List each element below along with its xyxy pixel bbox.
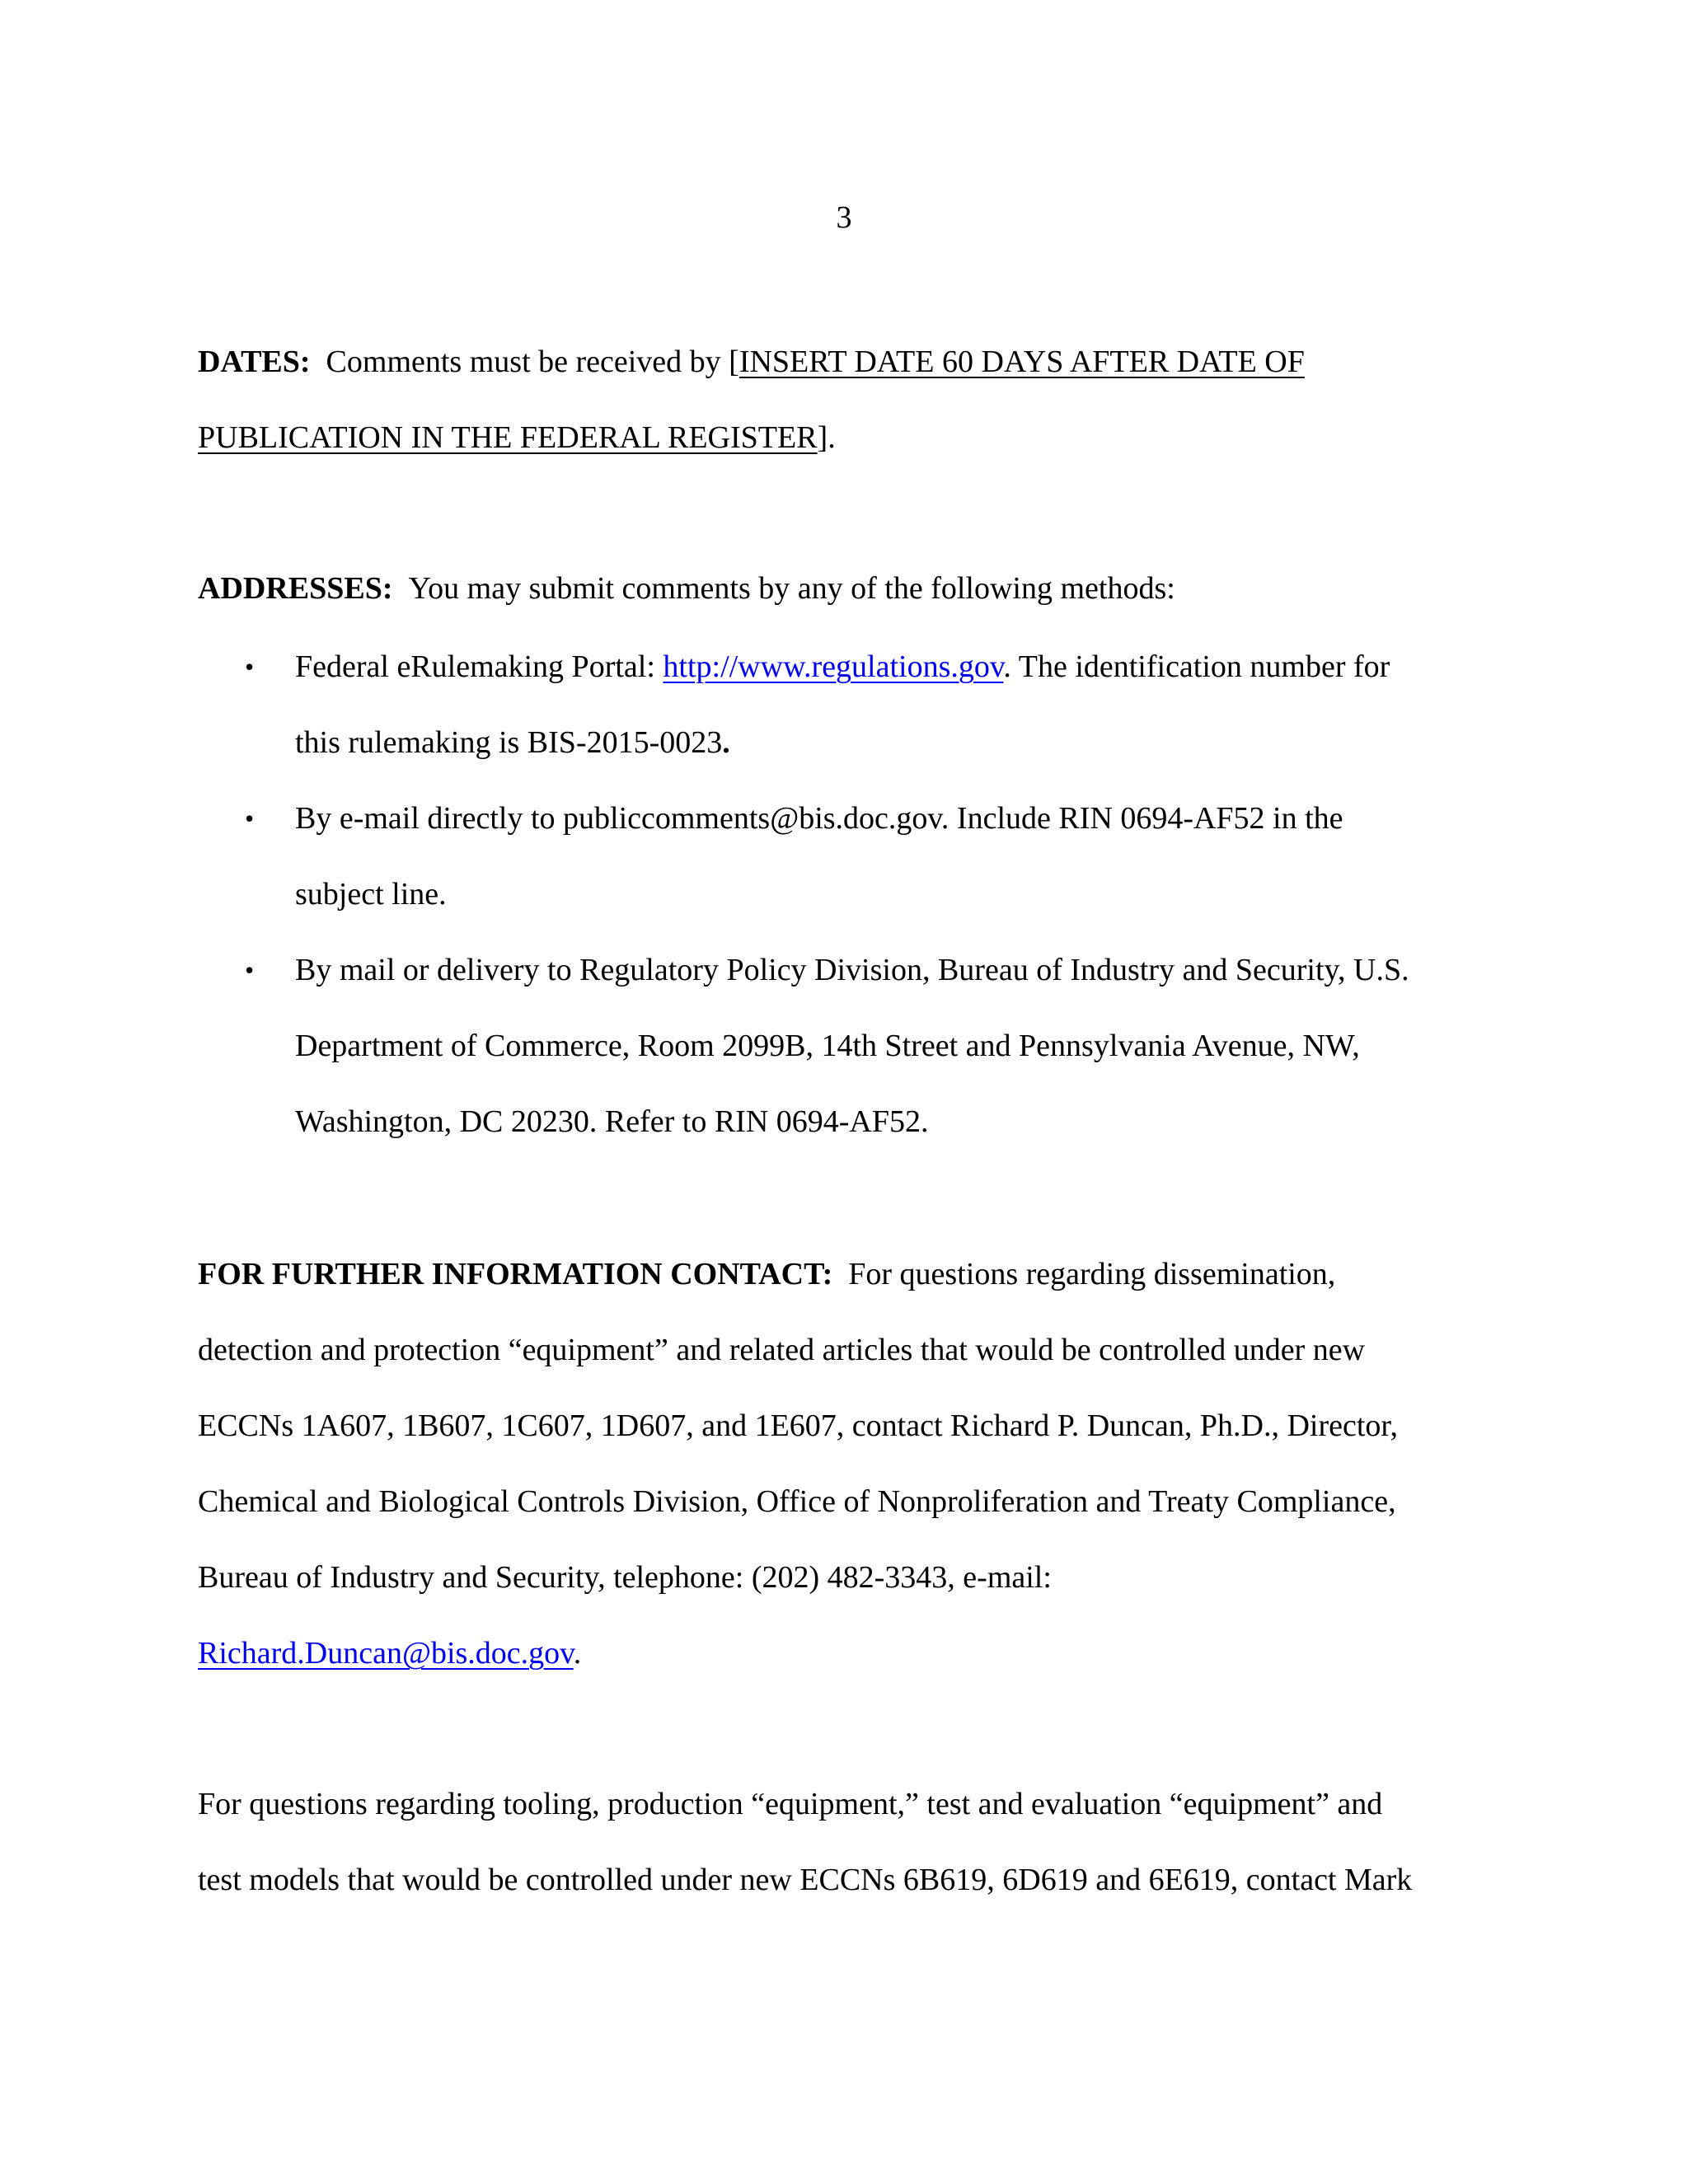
addresses-section [198, 551, 1484, 626]
duncan-email-link[interactable]: Richard.Duncan@bis.doc.gov [198, 1636, 574, 1671]
tooling-line-1: For questions regarding tooling, production “equipment,” test and evaluation “equipment” and [198, 1787, 1383, 1821]
bullet-icon: • [245, 804, 255, 833]
contact-line-6 [198, 1615, 1484, 1691]
tooling-section [198, 1766, 1484, 1918]
dates-line-1 [198, 324, 1484, 400]
bullet-icon: • [245, 652, 255, 682]
contact-section [198, 1236, 1484, 1691]
email-method-line-1: By e-mail directly to publiccomments@bis.doc.gov. Include RIN 0694-AF52 in the [295, 801, 1343, 836]
list-item-continuation [198, 856, 1517, 932]
portal-line-2: this rulemaking is BIS-2015-0023 [295, 725, 723, 760]
dates-insert-line-2: PUBLICATION IN THE FEDERAL REGISTER [198, 420, 818, 455]
addresses-label: ADDRESSES: [198, 571, 393, 606]
addresses-intro: You may submit comments by any of the following methods: [408, 571, 1175, 606]
mail-method-line-2: Department of Commerce, Room 2099B, 14th Street and Pennsylvania Avenue, NW, [295, 1029, 1360, 1063]
list-item [198, 780, 1517, 856]
mail-method-line-3: Washington, DC 20230. Refer to RIN 0694-AF52. [295, 1104, 929, 1139]
list-item-continuation [198, 1084, 1517, 1160]
contact-email-after: . [573, 1636, 582, 1671]
portal-text-after: . The identification number for [1003, 649, 1390, 684]
page-number: 3 [836, 200, 852, 235]
addresses-methods-list [198, 629, 1517, 1160]
dates-text-after: ]. [817, 420, 836, 455]
contact-line-1-text: For questions regarding dissemination, [848, 1257, 1336, 1291]
list-item-continuation [198, 705, 1517, 780]
portal-text-before: Federal eRulemaking Portal: [295, 649, 663, 684]
dates-insert-line-1: INSERT DATE 60 DAYS AFTER DATE OF [738, 344, 1305, 379]
addresses-intro-line [198, 551, 1484, 626]
regulations-gov-link[interactable]: http://www.regulations.gov [663, 649, 1004, 684]
dates-line-2 [198, 400, 1484, 476]
contact-line-2: detection and protection “equipment” and related articles that would be controlled under new [198, 1333, 1366, 1367]
contact-line-5: Bureau of Industry and Security, telephone: (202) 482-3343, e-mail: [198, 1560, 1052, 1595]
contact-line-3: ECCNs 1A607, 1B607, 1C607, 1D607, and 1E607, contact Richard P. Duncan, Ph.D., Director, [198, 1408, 1399, 1443]
contact-line-4: Chemical and Biological Controls Division, Office of Nonproliferation and Treaty Compliance, [198, 1484, 1396, 1519]
bullet-icon: • [245, 955, 255, 985]
dates-section [198, 324, 1484, 476]
dates-label: DATES: [198, 344, 311, 379]
mail-method-line-1: By mail or delivery to Regulatory Policy Division, Bureau of Industry and Security, U.S. [295, 953, 1409, 987]
list-item-continuation [198, 1008, 1517, 1084]
portal-line-2-period: . [722, 725, 730, 760]
dates-text-before: Comments must be received by [ [326, 344, 739, 379]
tooling-line-2: test models that would be controlled under new ECCNs 6B619, 6D619 and 6E619, contact Mark [198, 1863, 1413, 1897]
contact-label: FOR FURTHER INFORMATION CONTACT: [198, 1257, 833, 1291]
contact-line-1 [198, 1236, 1484, 1312]
list-item [198, 629, 1517, 705]
email-method-line-2: subject line. [295, 877, 447, 912]
list-item [198, 932, 1517, 1008]
